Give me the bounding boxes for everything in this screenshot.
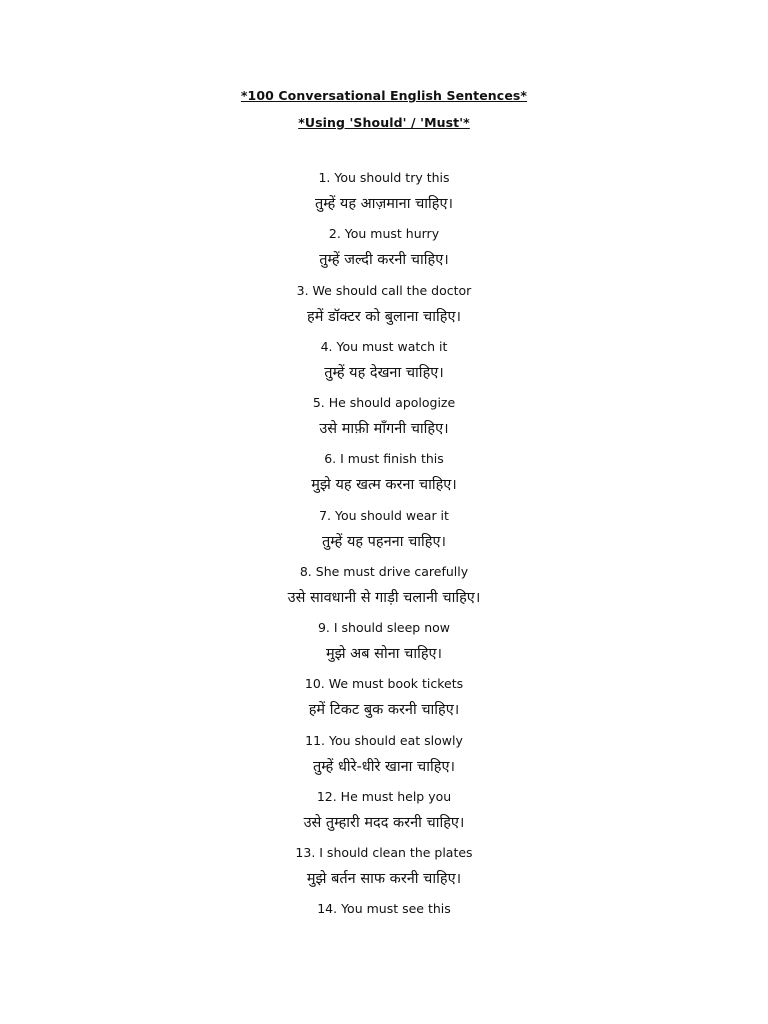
- hindi-translation: तुम्हें यह आज़माना चाहिए।: [314, 196, 454, 212]
- hindi-translation: मुझे बर्तन साफ करनी चाहिए।: [306, 871, 462, 887]
- sentence-item: [0, 168, 768, 224]
- hindi-translation: मुझे यह खत्म करना चाहिए।: [311, 477, 457, 494]
- sentence-item: [0, 506, 768, 562]
- hindi-translation: उसे माफ़ी माँगनी चाहिए।: [319, 421, 449, 437]
- english-sentence: 10. We must book tickets: [304, 676, 464, 692]
- english-sentence: 13. I should clean the plates: [295, 845, 473, 860]
- document-title: *100 Conversational English Sentences*: [240, 88, 528, 103]
- english-sentence: 9. I should sleep now: [317, 620, 450, 635]
- english-sentence: 1. You should try this: [318, 170, 450, 185]
- sentence-item: [0, 787, 768, 843]
- hindi-translation: उसे तुम्हारी मदद करनी चाहिए।: [303, 814, 465, 831]
- hindi-translation: उसे सावधानी से गाड़ी चलानी चाहिए।: [287, 589, 481, 606]
- hindi-translation: हमें टिकट बुक करनी चाहिए।: [308, 702, 460, 719]
- english-sentence: 5. He should apologize: [312, 395, 456, 410]
- english-sentence: 12. He must help you: [316, 788, 452, 804]
- english-sentence: 7. You should wear it: [319, 507, 449, 523]
- english-sentence: 11. You should eat slowly: [305, 732, 463, 748]
- sentence-item: [0, 618, 768, 674]
- hindi-translation: तुम्हें यह पहनना चाहिए।: [322, 533, 446, 550]
- sentence-item: [0, 674, 768, 730]
- english-sentence: 2. You must hurry: [328, 226, 440, 242]
- sentence-list: [0, 168, 768, 956]
- hindi-translation: तुम्हें धीरे-धीरे खाना चाहिए।: [313, 758, 455, 775]
- english-sentence: 6. I must finish this: [324, 451, 444, 467]
- hindi-translation: मुझे अब सोना चाहिए।: [325, 646, 443, 662]
- english-sentence: 3. We should call the doctor: [296, 282, 472, 298]
- sentence-item: [0, 731, 768, 787]
- sentence-item: [0, 281, 768, 337]
- hindi-translation: तुम्हें जल्दी करनी चाहिए।: [319, 252, 449, 269]
- sentence-item: [0, 562, 768, 618]
- sentence-item: [0, 337, 768, 393]
- english-sentence: 4. You must watch it: [320, 338, 448, 354]
- sentence-item: [0, 899, 768, 955]
- hindi-translation: तुम्हें यह देखना चाहिए।: [324, 364, 444, 381]
- sentence-item: [0, 449, 768, 505]
- english-sentence: 14. You must see this: [317, 901, 451, 917]
- hindi-translation: [0, 924, 768, 946]
- document-subtitle: *Using 'Should' / 'Must'*: [298, 115, 470, 130]
- hindi-translation: हमें डॉक्टर को बुलाना चाहिए।: [307, 308, 461, 325]
- sentence-item: [0, 224, 768, 280]
- english-sentence: 8. She must drive carefully: [299, 563, 469, 579]
- sentence-item: [0, 393, 768, 449]
- sentence-item: [0, 843, 768, 899]
